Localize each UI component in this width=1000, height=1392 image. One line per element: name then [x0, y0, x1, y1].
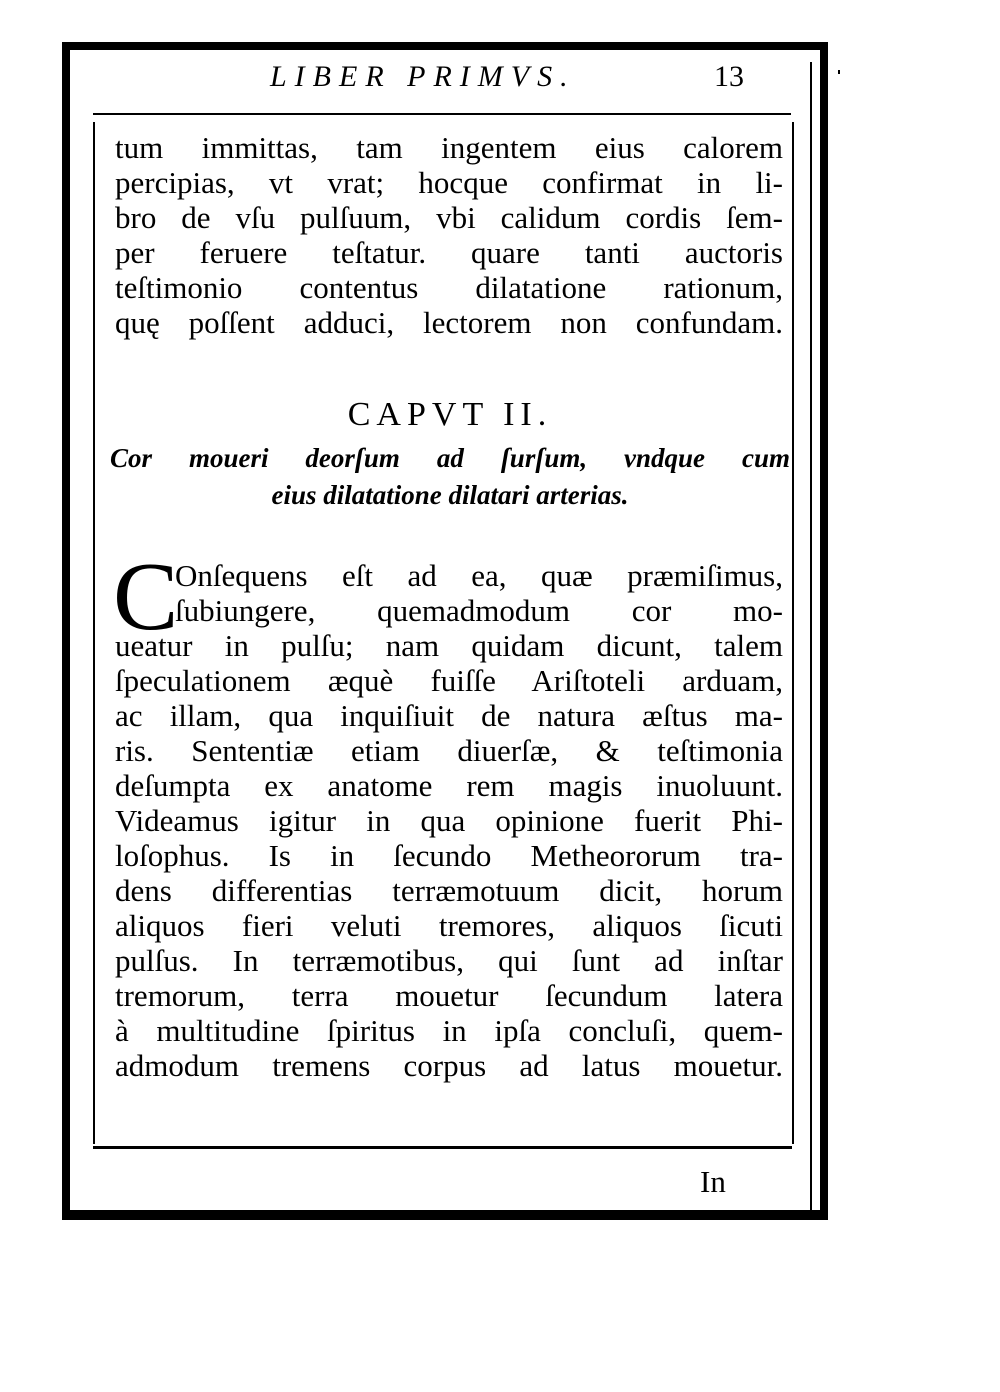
ink-spot	[838, 70, 840, 74]
text-line: teſtimonio contentus dilatatione rationum,	[115, 270, 783, 305]
subtitle-line: Cor moueri deorſum ad ſurſum, vndque cum	[110, 443, 790, 473]
text-line: bro de vſu pulſuum, vbi calidum cordis ſem-	[115, 200, 783, 235]
text-box-bottom-rule	[93, 1146, 792, 1149]
text-line: Onſequens eſt ad ea, quæ præmiſimus,	[175, 558, 783, 593]
frame-right-rule	[820, 42, 828, 1220]
text-line: ſubiungere, quemadmodum cor mo-	[175, 593, 783, 628]
text-line: per feruere teſtatur. quare tanti auctoris	[115, 235, 783, 270]
text-line: ueatur in pulſu; nam quidam dicunt, talem	[115, 628, 783, 663]
page-number: 13	[714, 60, 744, 93]
text-line: tremorum, terra mouetur ſecundum latera	[115, 978, 783, 1013]
frame-bottom-rule	[62, 1210, 828, 1220]
running-head	[270, 60, 770, 100]
text-line: ris. Sententiæ etiam diuerſæ, & teſtimonia	[115, 733, 783, 768]
catchword: In	[700, 1164, 726, 1199]
chapter-heading: CAPVT II.	[347, 396, 553, 433]
frame-right-hairline	[810, 62, 812, 1212]
text-line: tum immittas, tam ingentem eius calorem	[115, 130, 783, 165]
text-line: deſumpta ex anatome rem magis inuoluunt.	[115, 768, 783, 803]
text-box-top-rule	[93, 113, 791, 115]
text-line: à multitudine ſpiritus in ipſa concluſi, quem-	[115, 1013, 783, 1048]
text-line: quę poſſent adduci, lectorem non confundam.	[115, 305, 783, 340]
chapter-subtitle	[110, 440, 790, 514]
frame-left-rule	[62, 42, 70, 1220]
text-line: loſophus. Is in ſecundo Metheororum tra-	[115, 838, 783, 873]
main-paragraph	[115, 558, 783, 1083]
top-paragraph	[115, 130, 783, 340]
text-line: ſpeculationem æquè fuiſſe Ariſtoteli arduam,	[115, 663, 783, 698]
drop-cap: C	[113, 543, 179, 651]
text-line: aliquos fieri veluti tremores, aliquos ſicuti	[115, 908, 783, 943]
text-line: dens differentias terræmotuum dicit, horum	[115, 873, 783, 908]
text-line: Videamus igitur in qua opinione fuerit Phi-	[115, 803, 783, 838]
running-title: LIBER PRIMVS.	[270, 60, 576, 93]
text-line: admodum tremens corpus ad latus mouetur.	[115, 1048, 783, 1083]
text-line: ac illam, qua inquiſiuit de natura æſtus ma-	[115, 698, 783, 733]
text-line: pulſus. In terræmotibus, qui ſunt ad inſtar	[115, 943, 783, 978]
text-line: percipias, vt vrat; hocque confirmat in li-	[115, 165, 783, 200]
frame-top-rule	[62, 42, 828, 50]
subtitle-line: eius dilatatione dilatari arterias.	[271, 480, 629, 510]
